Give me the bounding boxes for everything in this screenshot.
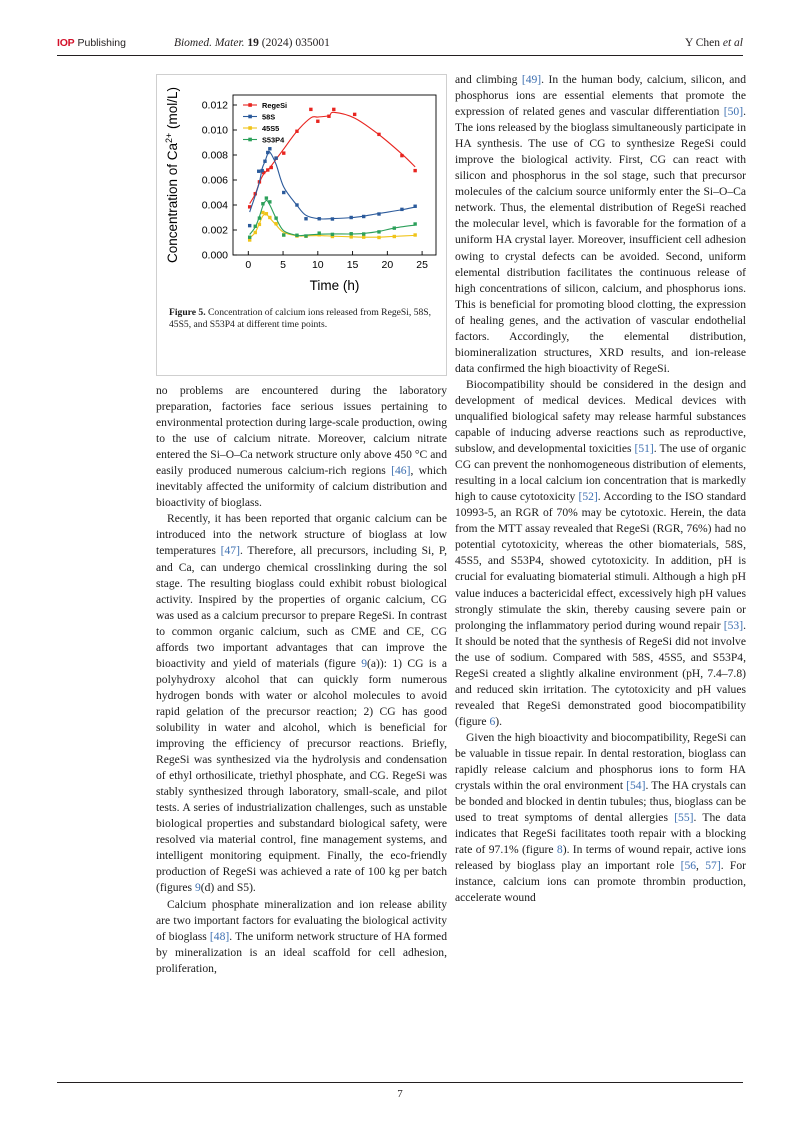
paragraph-left-2-part-a: Recently, it has been reported that organic calcium can be introduced into the network structure of bioglass at low temperatures bbox=[156, 512, 447, 558]
paragraph-right-1 bbox=[455, 72, 746, 377]
journal-volume: 19 bbox=[247, 37, 259, 49]
figure-ref-9d[interactable]: 9 bbox=[194, 881, 201, 895]
journal-year-article: (2024) 035001 bbox=[261, 37, 330, 49]
paragraph-right-3-part-c: . The data indicates that RegeSi facilitates tooth repair with a blocking rate of 97.1% (figure bbox=[455, 811, 746, 857]
paragraph-right-2 bbox=[455, 377, 746, 730]
paragraph-left-3 bbox=[156, 897, 447, 977]
svg-text:0.010: 0.010 bbox=[201, 124, 228, 137]
page-number: 7 bbox=[397, 1088, 403, 1100]
figure-5-caption-text: Concentration of calcium ions released from RegeSi, 58S, 45S5, and S53P4 at different time points. bbox=[169, 307, 432, 331]
paragraph-left-3-part-b: . The uniform network structure of HA formed by mineralization is an ideal scaffold for cell adhesion, proliferation, bbox=[156, 929, 447, 975]
svg-text:0: 0 bbox=[245, 259, 252, 271]
iop-logo-mark: IOP bbox=[57, 37, 75, 49]
paragraph-left-1-part-a: no problems are encountered during the laboratory preparation, factories face serious issues pertaining to environmental protection during large-scale production, owing to the use of calcium nitrate. Moreover, calcium nitrate entered the Si–O–Ca network structure only above 450 °C and easily produced numerous calcium-rich regions bbox=[156, 384, 447, 478]
paragraph-right-3-part-d: ). In terms of wound repair, active ions released by bioglass play an important role bbox=[455, 843, 746, 873]
citation-54[interactable]: [54] bbox=[626, 779, 646, 793]
citation-53[interactable]: [53] bbox=[723, 618, 744, 632]
paragraph-right-1-part-a: and climbing bbox=[455, 73, 522, 86]
svg-text:0.006: 0.006 bbox=[201, 174, 228, 187]
paragraph-left-1-part-b: , which inevitably affected the uniformity of calcium distribution and bioactivity of bioglass. bbox=[156, 464, 447, 510]
paragraph-left-2-part-b: . Therefore, all precursors, including Si, P, and Ca, can undergo chemical crosslinking during the sol stage. The resulting bioglass could exhibit robust biological activity. Inspired by the properties of organic calcium, CG was used as a calcium precursor to prepare RegeSi. In contrast to common organic calcium, such as CME and CE, CG affords two important advantages that can improve the bioactivity and yield of materials (figure bbox=[156, 544, 447, 670]
left-column-text bbox=[156, 383, 447, 977]
paragraph-right-2-part-e: ). bbox=[495, 714, 503, 728]
citation-55[interactable]: [55] bbox=[674, 811, 694, 825]
citation-47[interactable]: [47] bbox=[220, 544, 240, 558]
figure-5-caption bbox=[169, 307, 436, 332]
svg-text:58S: 58S bbox=[262, 112, 276, 122]
paragraph-right-3-part-a: Given the high bioactivity and biocompatibility, RegeSi can be valuable in tissue repair. In dental restoration, bioglass can rapidly release calcium and phosphorus ions to form HA crystals within the oral environment bbox=[455, 730, 746, 793]
author-etal: et al bbox=[722, 37, 743, 49]
paragraph-left-1 bbox=[156, 383, 447, 511]
running-header bbox=[57, 33, 743, 55]
calcium-release-chart bbox=[164, 83, 441, 301]
svg-text:0.002: 0.002 bbox=[201, 224, 228, 237]
citation-57[interactable]: 57] bbox=[705, 859, 721, 873]
svg-text:5: 5 bbox=[280, 259, 286, 271]
citation-49[interactable]: [49] bbox=[521, 73, 542, 86]
header-journal-citation bbox=[174, 37, 330, 49]
svg-text:45S5: 45S5 bbox=[262, 124, 280, 134]
paragraph-right-3: Given the high bioactivity and biocompatibility, RegeSi can be valuable in tissue repair. In dental restoration, bioglass can rapidly release calcium and phosphorus ions to form HA crystals within the oral environment [54]. The HA crystals can be bonded and blocked in dentin tubules; thus, bioglass can be used to treat symptoms of dental allergies [55]. The data indicates that RegeSi facilitates tooth repair with a blocking rate of 97.1% (figure 8). In terms of wound repair, active ions released by bioglass play an important role [56, 57]. For instance, calcium ions can promote thrombin production, accelerate wound bbox=[455, 730, 747, 905]
figure-5-label: Figure 5. bbox=[169, 307, 206, 318]
paragraph-right-2-part-d: . It should be noted that the synthesis of RegeSi did not involve the use of sodium. Compared with 58S, 45S5, and S53P4, RegeSi created a slightly alkaline environment (pH, 7.4–7.8) and reduced skin irritation. The cytotoxicity and pH values revealed that RegeSi demonstrated good biocompatibility (figure bbox=[455, 618, 746, 728]
svg-text:0.008: 0.008 bbox=[201, 149, 228, 162]
paragraph-right-2-part-b: . The use of organic CG can prevent the nonhomogeneous distribution of elements, resulting in a local calcium ion concentration that is markedly high to cause cytotoxicity bbox=[455, 442, 746, 504]
svg-text:25: 25 bbox=[416, 259, 428, 271]
paragraph-left-2-part-d: (d) and S5). bbox=[200, 881, 256, 895]
figure-5-plot bbox=[164, 83, 441, 301]
paragraph-left-2 bbox=[156, 511, 447, 896]
svg-text:S53P4: S53P4 bbox=[262, 135, 285, 145]
svg-text:RegeSi: RegeSi bbox=[262, 101, 288, 111]
author-name: Y Chen bbox=[684, 37, 720, 49]
header-authors bbox=[685, 37, 743, 49]
svg-text:0.004: 0.004 bbox=[201, 199, 228, 212]
paragraph-right-3-part-e: . For instance, calcium ions can promote thrombin production, accelerate wound bbox=[455, 859, 746, 905]
svg-text:Concentration of Ca2+ (mol/L): Concentration of $Ca^{2+}$ (mol/L) bbox=[164, 86, 180, 264]
paragraph-left-2-part-c: (a)): 1) CG is a polyhydroxy alcohol that can quickly form numerous hydrogen bonds with water or alcohol molecules to avoid rapid gelation of the precursor reaction; 2) CG has good solubility in water and alcohol, which is beneficial for improving the efficiency of precursor reactions. Briefly, RegeSi was synthesized via the hydrolysis and condensation of ethyl orthosilicate, triethyl phosphate, and CG. RegeSi was stably synthesized through laboratory, small-scale, and pilot tests. A series of industrialization challenges, such as unstable biological properties and substandard biological safety, were resolved via material control, fine management systems, and intelligent monitoring equipment. Finally, the eco-friendly production of RegeSi was achieved a rate of 100 kg per batch (figures bbox=[156, 656, 448, 895]
svg-text:0.000: 0.000 bbox=[201, 249, 228, 262]
iop-logo-word: Publishing bbox=[77, 37, 126, 49]
svg-text:10: 10 bbox=[311, 259, 324, 271]
paragraph-right-1-part-c: . The ions released by the bioglass simultaneously participate in HA synthesis. The use of CG to synthesize RegeSi could improve the biological activity. First, CG can react with silicon and phosphorus in the sol stage, such that precursor molecules of the calcium source uniformly enter the Si–O–Ca network. Thus, the elemental distribution of RegeSi reached the molecular level, which is favorable for the formation of a uniform HA crystal layer. Moreover, insufficient cell adhesion owing to crystal defects can be avoided. Second, uniform elemental distribution facilitates the continuous release of high concentrations of silicon, calcium, and phosphorus ions. This is beneficial for promoting blood clotting, the expression of healing genes, and the activation of vascular endothelial factors. Accordingly, the elemental distribution, biomineralization structures, XRD results, and ion-release data confirmed the high bioactivity of RegeSi. bbox=[455, 105, 746, 375]
svg-text:20: 20 bbox=[381, 259, 394, 271]
paragraph-left-3-part-a: Calcium phosphate mineralization and ion release ability are two important factors for evaluating the biological activity of bioglass bbox=[156, 897, 447, 943]
figure-5-box bbox=[156, 74, 447, 376]
svg-text:0.012: 0.012 bbox=[201, 99, 228, 112]
citation-50[interactable]: [50] bbox=[723, 105, 744, 119]
right-column-text bbox=[455, 72, 746, 906]
header-divider bbox=[57, 55, 743, 56]
figure-ref-8[interactable]: 8 bbox=[556, 843, 563, 857]
citation-48[interactable]: [48] bbox=[209, 929, 230, 943]
figure-ref-9a[interactable]: 9 bbox=[361, 656, 368, 670]
citation-51[interactable]: [51] bbox=[634, 442, 654, 456]
iop-logo bbox=[57, 33, 126, 51]
svg-text:15: 15 bbox=[346, 259, 359, 271]
citation-46[interactable]: [46] bbox=[391, 464, 411, 478]
journal-abbrev: Biomed. Mater. bbox=[173, 37, 245, 49]
paragraph-right-1-part-b: . In the human body, calcium, silicon, and phosphorus ions are essential elements that promote the expression of related genes and vascular differentiation bbox=[455, 73, 746, 119]
svg-text:Time (h): Time (h) bbox=[309, 278, 360, 293]
paragraph-right-2-part-c: . According to the ISO standard 10993-5, an RGR of 70% may be cytotoxic. Herein, the data from the MTT assay revealed that RegeSi (RGR, 76%) had no potential cytotoxicity, whereas the other biomaterials, 58S, 45S5, and S53P4, showed cytotoxicity. In addition, pH is crucial for evaluating biomaterial stimuli. Although a high pH value induces a bactericidal effect, excessively high pH values strongly stimulate the skin, thereby causing severe pain or prolonging the inflammatory period during wound repair bbox=[455, 490, 747, 632]
figure-ref-6[interactable]: 6 bbox=[489, 714, 496, 728]
citation-56[interactable]: [56 bbox=[680, 859, 697, 873]
footer-divider bbox=[57, 1082, 743, 1083]
paragraph-right-2-part-a: Biocompatibility should be considered in the design and development of medical devices. Medical devices with unqualified biological safety may release harmful substances capable of inducing adverse reactions such as reproductive, subslow, and developmental toxicities bbox=[455, 377, 746, 456]
citation-52[interactable]: [52] bbox=[578, 490, 598, 504]
paragraph-right-3-part-b: . The HA crystals can be bonded and blocked in dentin tubules; thus, bioglass can be used to treat symptoms of dental allergies bbox=[455, 779, 747, 825]
